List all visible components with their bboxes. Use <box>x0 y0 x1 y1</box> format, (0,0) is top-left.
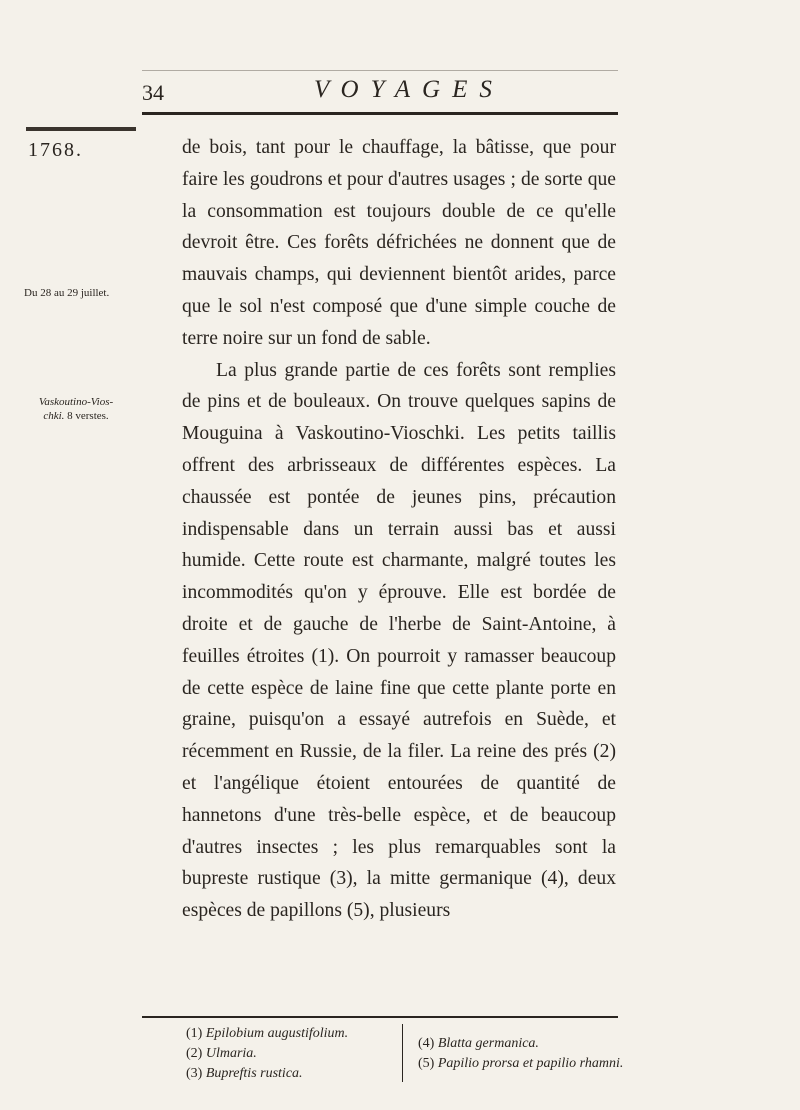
footnote-4 <box>418 1034 623 1054</box>
footnote-3 <box>186 1064 348 1084</box>
footnote-number: (4) <box>418 1036 435 1051</box>
paragraph-1: de bois, tant pour le chauffage, la bâtisse, que pour faire les goudrons et pour d'autres usages ; de sorte que la consommation est toujours double de ce qu'elle devroit être. Ces forêts défrichées ne donnent que de mauvais champs, qui deviennent bientôt arides, parce que le sol n'est composé que d'une simple couche de terre noire sur un fond de sable. <box>182 137 616 349</box>
footnote-1 <box>186 1024 348 1044</box>
footnote-text: Epilobium augustifolium. <box>205 1026 349 1041</box>
margin-place-note <box>24 395 128 423</box>
body-text <box>182 132 616 927</box>
footnotes-left <box>186 1024 348 1084</box>
footnote-number: (2) <box>186 1046 203 1061</box>
footnote-text: Ulmaria. <box>205 1046 257 1061</box>
margin-date-note: Du 28 au 29 juillet. <box>24 287 110 299</box>
margin-place-distance: 8 verstes. <box>67 410 109 422</box>
margin-year-bar <box>26 127 136 131</box>
footnote-rule <box>142 1016 618 1018</box>
margin-year: 1768. <box>28 139 83 161</box>
footnote-text: Blatta germanica. <box>437 1036 539 1051</box>
footnote-text: Bupreftis rustica. <box>205 1066 303 1081</box>
footnote-2 <box>186 1044 348 1064</box>
footnote-number: (3) <box>186 1066 203 1081</box>
footnote-divider <box>402 1024 403 1082</box>
margin-place-name: Vaskoutino-Vios- <box>38 396 114 408</box>
paragraph-2: La plus grande partie de ces forêts sont remplies de pins et de bouleaux. On trouve quelques sapins de Mouguina à Vaskoutino-Vioschki. Les petits taillis offrent des arbrisseaux de différentes espèces. La chaussée est pontée de jeunes pins, précaution indispensable dans un terrain aussi bas et aussi humide. Cette route est charmante, malgré toutes les incommodités qu'on y éprouve. Elle est bordée de droite et de gauche de l'herbe de Saint-Antoine, à feuilles étroites (1). On pourroit y ramasser beaucoup de cette espèce de laine fine que cette plante porte en graine, puisqu'on a essayé autrefois en Suède, et récemment en Russie, de la filer. La reine des prés (2) et l'angélique étoient entourées de quantité de hannetons d'une très-belle espèce, et de beaucoup d'autres insectes ; les plus remarquables sont la bupreste rustique (3), la mitte germanique (4), deux espèces de papillons (5), plusieurs <box>182 359 616 922</box>
page-number: 34 <box>142 80 164 105</box>
running-title: VOYAGES <box>314 76 504 103</box>
top-rule <box>142 70 618 71</box>
footnotes-right <box>418 1034 623 1074</box>
margin-place-name-cont: chki. <box>43 410 65 422</box>
page-header <box>142 72 618 108</box>
footnote-text: Papilio prorsa et papilio rhamni. <box>437 1056 624 1071</box>
footnote-number: (5) <box>418 1056 435 1071</box>
header-rule <box>142 112 618 115</box>
footnote-number: (1) <box>186 1026 203 1041</box>
footnote-5 <box>418 1054 623 1074</box>
